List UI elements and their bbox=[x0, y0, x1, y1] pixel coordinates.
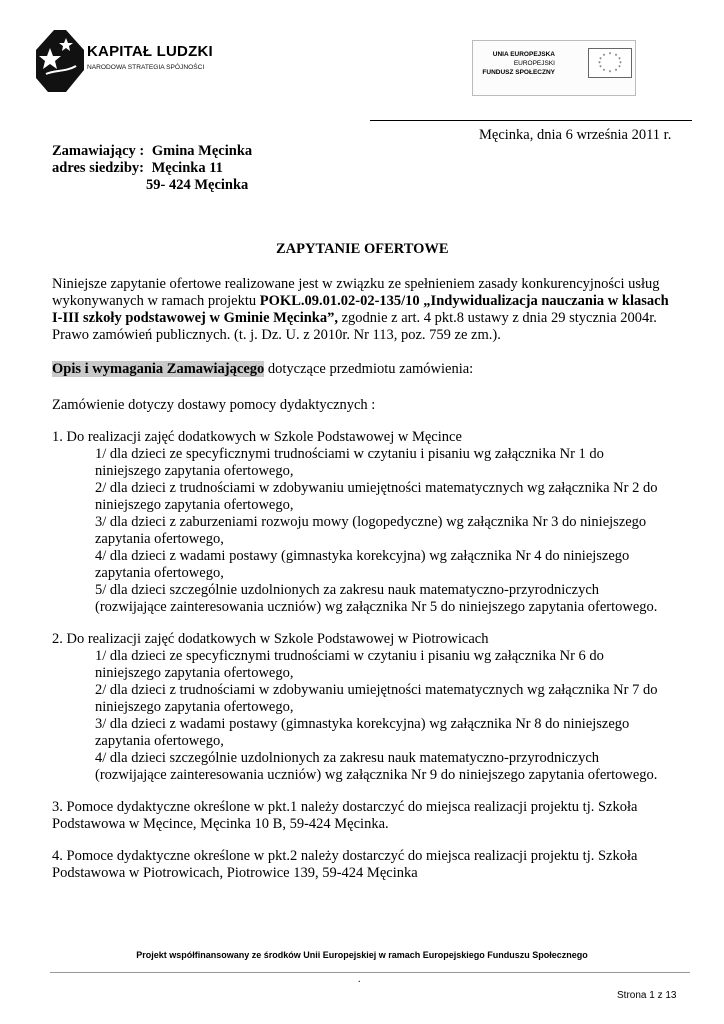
footer-rule bbox=[50, 972, 690, 973]
intro-line-2 bbox=[52, 293, 669, 310]
item2-line: 3/ dla dzieci z wadami postawy (gimnastyka korekcyjna) wg załącznika Nr 8 do niniejszego bbox=[95, 716, 630, 732]
item1-line: niniejszego zapytania ofertowego, bbox=[95, 463, 294, 479]
item3-line-2: Podstawowa w Męcince, Męcinka 10 B, 59-424 Męcinka. bbox=[52, 816, 389, 832]
orderer-label: Zamawiający : bbox=[52, 143, 145, 159]
item1-line: 5/ dla dzieci szczególnie uzdolnionych za zakresu nauk matematyczno-przyrodniczych bbox=[95, 582, 600, 598]
item1-line: niniejszego zapytania ofertowego, bbox=[95, 497, 294, 513]
item2-line: (rozwijające zainteresowania uczniów) wg załącznika Nr 9 do niniejszego zapytania ofertowego. bbox=[95, 767, 658, 783]
item2-line: zapytania ofertowego, bbox=[95, 733, 224, 749]
intro-line-3b: zgodnie z art. 4 pkt.8 ustawy z dnia 29 stycznia 2004r. bbox=[337, 310, 657, 326]
footer-dot: . bbox=[358, 974, 361, 985]
eu-logo-line1: UNIA EUROPEJSKA bbox=[492, 51, 555, 58]
svg-text:*: * bbox=[602, 53, 606, 60]
eu-logo-line2: EUROPEJSKI bbox=[513, 60, 555, 67]
page-number: Strona 1 z 13 bbox=[617, 990, 677, 1001]
svg-text:*: * bbox=[614, 68, 618, 75]
item1-line: zapytania ofertowego, bbox=[95, 565, 224, 581]
item2-head: 2. Do realizacji zajęć dodatkowych w Szkole Podstawowej w Piotrowicach bbox=[52, 631, 489, 647]
item2-line: 4/ dla dzieci szczególnie uzdolnionych za zakresu nauk matematyczno-przyrodniczych bbox=[95, 750, 600, 766]
svg-text:*: * bbox=[618, 57, 621, 63]
svg-text:*: * bbox=[608, 70, 612, 76]
item1-line: 4/ dla dzieci z wadami postawy (gimnastyka korekcyjna) wg załącznika Nr 4 do niniejszego bbox=[95, 548, 630, 564]
logo-subtitle: NARODOWA STRATEGIA SPÓJNOŚCI bbox=[87, 64, 205, 71]
project-code: POKL.09.01.02-02-135/10 „Indywidualizacja nauczania w klasach bbox=[259, 293, 669, 309]
svg-text:*: * bbox=[599, 65, 602, 71]
intro-line-4: Prawo zamówień publicznych. (t. j. Dz. U. z 2010r. Nr 113, poz. 759 ze zm.). bbox=[52, 327, 501, 343]
document-title: ZAPYTANIE OFERTOWE bbox=[276, 241, 449, 257]
item1-line: zapytania ofertowego, bbox=[95, 531, 224, 547]
svg-text:*: * bbox=[608, 52, 612, 58]
intro-line-1: Niniejsze zapytanie ofertowe realizowane jest w związku ze spełnieniem zasady konkurencyjności usług bbox=[52, 276, 660, 292]
place-date: Męcinka, dnia 6 września 2011 r. bbox=[479, 127, 672, 143]
item2-line: 2/ dla dzieci z trudnościami w zdobywaniu umiejętności matematycznych wg załącznika Nr 7 do bbox=[95, 682, 658, 698]
item2-line: niniejszego zapytania ofertowego, bbox=[95, 665, 294, 681]
address-label: adres siedziby: bbox=[52, 160, 144, 176]
item3-line-1: 3. Pomoce dydaktyczne określone w pkt.1 należy dostarczyć do miejsca realizacji projektu tj. Szkoła bbox=[52, 799, 638, 815]
order-intro: Zamówienie dotyczy dostawy pomocy dydaktycznych : bbox=[52, 397, 376, 413]
svg-text:*: * bbox=[602, 68, 606, 75]
item1-line: 3/ dla dzieci z zaburzeniami rozwoju mowy (logopedyczne) wg załącznika Nr 3 do niniejszego bbox=[95, 514, 647, 530]
project-name-end: I-III szkoły podstawowej w Gminie Męcinka”, bbox=[52, 310, 338, 326]
address-line2: 59- 424 Męcinka bbox=[146, 177, 249, 193]
section-heading-rest: dotyczące przedmiotu zamówienia: bbox=[264, 361, 474, 377]
section-heading bbox=[52, 361, 473, 378]
item1-head: 1. Do realizacji zajęć dodatkowych w Szkole Podstawowej w Męcince bbox=[52, 429, 462, 445]
item4-line-1: 4. Pomoce dydaktyczne określone w pkt.2 należy dostarczyć do miejsca realizacji projektu tj. Szkoła bbox=[52, 848, 638, 864]
svg-text:*: * bbox=[614, 53, 618, 60]
item4-line-2: Podstawowa w Piotrowicach, Piotrowice 139, 59-424 Męcinka bbox=[52, 865, 418, 881]
intro-line-2a: wykonywanych w ramach projektu bbox=[52, 293, 260, 309]
eu-logo-line3: FUNDUSZ SPOŁECZNY bbox=[482, 69, 555, 76]
orderer-name: Gmina Męcinka bbox=[151, 143, 253, 159]
svg-text:*: * bbox=[618, 65, 621, 71]
header-rule bbox=[370, 120, 692, 121]
item1-line: 1/ dla dzieci ze specyficznymi trudnościami w czytaniu i pisaniu wg załącznika Nr 1 do bbox=[95, 446, 604, 462]
item2-line: 1/ dla dzieci ze specyficznymi trudnościami w czytaniu i pisaniu wg załącznika Nr 6 do bbox=[95, 648, 604, 664]
kapital-ludzki-emblem-icon bbox=[36, 30, 84, 92]
orderer-name-line bbox=[52, 143, 252, 160]
svg-text:*: * bbox=[599, 57, 602, 63]
address-line1: Męcinka 11 bbox=[151, 160, 223, 176]
orderer-address-line bbox=[52, 160, 223, 177]
kapital-ludzki-logo bbox=[36, 30, 236, 92]
svg-text:*: * bbox=[619, 61, 622, 67]
item1-line: (rozwijające zainteresowania uczniów) wg załącznika Nr 5 do niniejszego zapytania ofertowego. bbox=[95, 599, 658, 615]
section-heading-highlight: Opis i wymagania Zamawiającego bbox=[52, 361, 265, 377]
eu-flag-icon bbox=[588, 48, 632, 78]
svg-text:*: * bbox=[598, 61, 601, 67]
intro-line-3 bbox=[52, 310, 657, 327]
eu-efs-logo bbox=[472, 40, 636, 96]
item2-line: niniejszego zapytania ofertowego, bbox=[95, 699, 294, 715]
footer-cofinancing-note: Projekt współfinansowany ze środków Unii Europejskiej w ramach Europejskiego Funduszu Społecznego bbox=[136, 950, 588, 960]
item1-line: 2/ dla dzieci z trudnościami w zdobywaniu umiejętności matematycznych wg załącznika Nr 2 do bbox=[95, 480, 658, 496]
logo-title: KAPITAŁ LUDZKI bbox=[87, 43, 213, 60]
